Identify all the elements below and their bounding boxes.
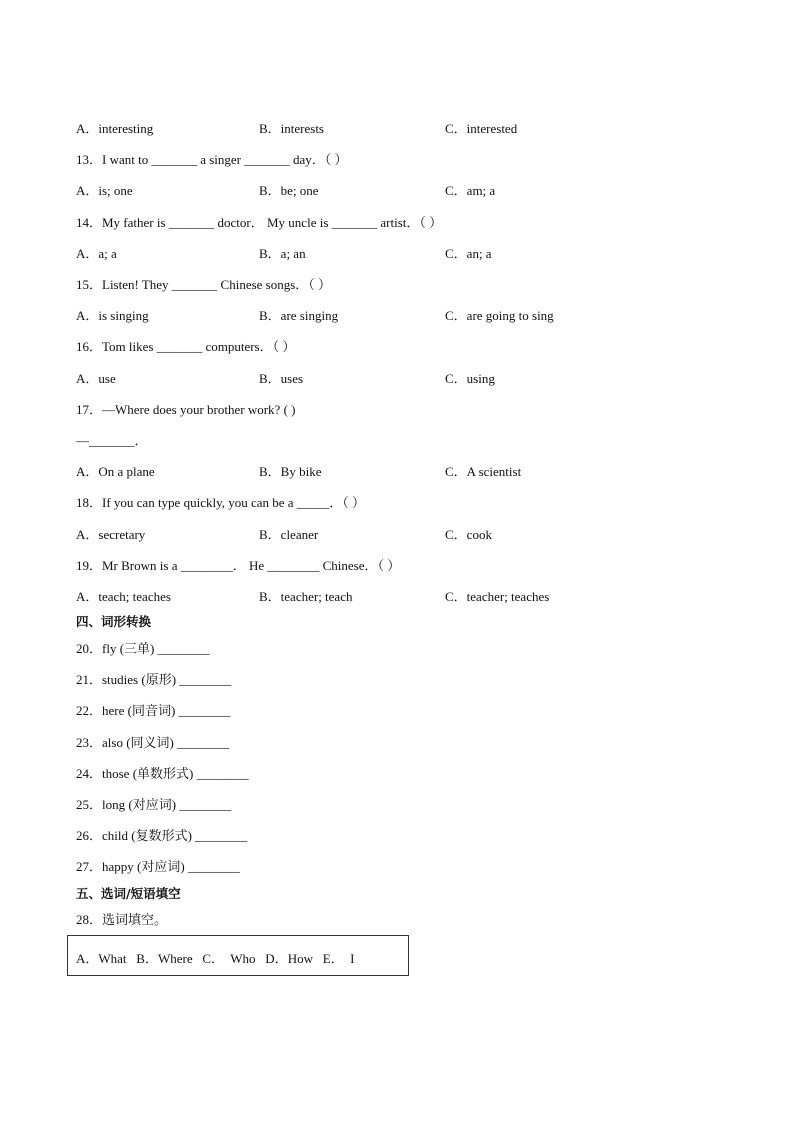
q15-option-a: A．is singing: [76, 308, 149, 323]
q18-option-b: B．cleaner: [259, 527, 319, 542]
q12-option-a: A．interesting: [76, 121, 154, 136]
question-14: 14．My father is _______ doctor． My uncle is _______ artist．（ ）: [76, 215, 443, 230]
question-26: 26．child (复数形式) ________: [76, 828, 248, 843]
q17-option-a: A．On a plane: [76, 464, 155, 479]
q16-option-a: A．use: [76, 371, 116, 386]
q15-option-c: C．are going to sing: [445, 308, 554, 323]
question-19: 19．Mr Brown is a ________． He ________ Chinese．（ ）: [76, 558, 401, 573]
section-4-heading: 四、词形转换: [76, 614, 152, 629]
q12-option-c: C．interested: [445, 121, 518, 136]
question-20: 20．fly (三单) ________: [76, 641, 210, 656]
question-17-answer-line: —_______．: [76, 433, 148, 448]
q19-option-b: B．teacher; teach: [259, 589, 353, 604]
q18-option-a: A．secretary: [76, 527, 146, 542]
section-5-heading: 五、选词/短语填空: [76, 886, 181, 901]
q14-option-c: C．an; a: [445, 246, 492, 261]
question-28: 28．选词填空。: [76, 912, 168, 927]
q14-option-b: B．a; an: [259, 246, 306, 261]
q15-option-b: B．are singing: [259, 308, 339, 323]
question-16: 16．Tom likes _______ computers．（ ）: [76, 339, 296, 354]
question-13: 13．I want to _______ a singer _______ day．（ ）: [76, 152, 348, 167]
q13-option-c: C．am; a: [445, 183, 496, 198]
q13-option-b: B．be; one: [259, 183, 319, 198]
q17-option-b: B．By bike: [259, 464, 322, 479]
q19-option-a: A．teach; teaches: [76, 589, 171, 604]
question-18: 18．If you can type quickly, you can be a _____．（ ）: [76, 495, 366, 510]
q19-option-c: C．teacher; teaches: [445, 589, 550, 604]
q16-option-c: C．using: [445, 371, 495, 386]
word-choice-list: A．What B．Where C． Who D．How E． I: [76, 951, 355, 966]
q18-option-c: C．cook: [445, 527, 492, 542]
question-24: 24．those (单数形式) ________: [76, 766, 249, 781]
question-15: 15．Listen! They _______ Chinese songs．（ ）: [76, 277, 332, 292]
question-21: 21．studies (原形) ________: [76, 672, 232, 687]
q14-option-a: A．a; a: [76, 246, 117, 261]
question-25: 25．long (对应词) ________: [76, 797, 232, 812]
question-22: 22．here (同音词) ________: [76, 703, 231, 718]
q17-option-c: C．A scientist: [445, 464, 522, 479]
question-23: 23．also (同义词) ________: [76, 735, 230, 750]
q13-option-a: A．is; one: [76, 183, 133, 198]
q12-option-b: B．interests: [259, 121, 324, 136]
question-27: 27．happy (对应词) ________: [76, 859, 240, 874]
question-17: 17．—Where does your brother work? ( ): [76, 402, 296, 417]
word-choice-box: [67, 935, 409, 976]
q16-option-b: B．uses: [259, 371, 304, 386]
